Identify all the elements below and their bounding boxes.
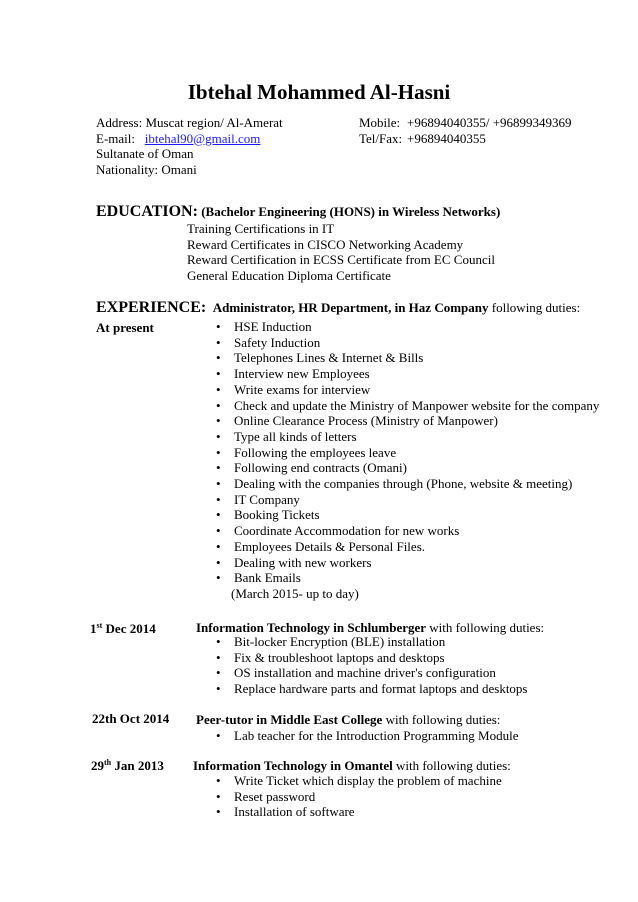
- duties-list-omantel: [216, 773, 502, 820]
- duties-list-schlumberger: [216, 634, 527, 697]
- candidate-name: Ibtehal Mohammed Al-Hasni: [187, 80, 451, 104]
- duty-item: • OS installation and machine driver's configuration: [216, 665, 527, 681]
- job-title-mec: Peer-tutor in Middle East College with following duties:: [196, 712, 501, 727]
- duty-item: • Check and update the Ministry of Manpower website for the company: [216, 398, 599, 414]
- job-title-schlumberger: Information Technology in Schlumberger with following duties:: [196, 620, 545, 635]
- duty-item: • Write Ticket which display the problem of machine: [216, 773, 502, 789]
- duty-item: • Telephones Lines & Internet & Bills: [216, 350, 599, 366]
- education-item: General Education Diploma Certificate: [187, 267, 391, 283]
- contact-left: [96, 115, 283, 177]
- education-heading: EDUCATION:: [96, 203, 198, 220]
- address-value: Muscat region/ Al-Amerat: [145, 115, 283, 130]
- duty-item: • Lab teacher for the Introduction Programming Module: [216, 728, 518, 744]
- duty-item: • Bank Emails: [216, 570, 599, 586]
- current-job-title: Administrator, HR Department, in Haz Company: [212, 300, 489, 315]
- current-duties-list: [216, 319, 599, 586]
- mobile-line: [359, 115, 572, 131]
- experience-header: [96, 299, 580, 317]
- duty-item: • Installation of software: [216, 804, 502, 820]
- telfax-value: +96894040355: [407, 130, 486, 146]
- email-label: E-mail:: [96, 130, 135, 146]
- duty-item: • Booking Tickets: [216, 507, 599, 523]
- job-date-schlumberger: 1st Dec 2014: [90, 621, 156, 636]
- duty-item: • Replace hardware parts and format laptops and desktops: [216, 681, 527, 697]
- country: Sultanate of Oman: [96, 146, 194, 161]
- job-date-omantel: 29th Jan 2013: [91, 758, 164, 773]
- duty-item: • Following the employees leave: [216, 445, 599, 461]
- duty-item: • Safety Induction: [216, 335, 599, 351]
- education-degree: (Bachelor Engineering (HONS) in Wireless Networks): [201, 204, 501, 219]
- duty-item: • Following end contracts (Omani): [216, 460, 599, 476]
- duties-list-mec: [216, 728, 518, 744]
- duty-item: • Dealing with new workers: [216, 555, 599, 571]
- telfax-line: [359, 131, 572, 147]
- duty-item: • Fix & troubleshoot laptops and desktops: [216, 650, 527, 666]
- address-line: [96, 115, 283, 131]
- current-job-date: At present: [96, 320, 154, 335]
- education-item: Reward Certificates in CISCO Networking Academy: [187, 236, 464, 252]
- duty-item: • Interview new Employees: [216, 366, 599, 382]
- duty-item: • Type all kinds of letters: [216, 429, 599, 445]
- education-header: [96, 203, 500, 221]
- duty-item: • Dealing with the companies through (Phone, website & meeting): [216, 476, 599, 492]
- education-item: Reward Certification in ECSS Certificate from EC Council: [187, 252, 495, 267]
- mobile-value: +96894040355/ +96899349369: [407, 115, 572, 130]
- mobile-label: Mobile:: [359, 115, 401, 130]
- current-job-suffix: following duties:: [491, 300, 581, 315]
- duty-item: • HSE Induction: [216, 319, 599, 335]
- job-date-mec: 22th Oct 2014: [92, 711, 170, 726]
- job-title-omantel: Information Technology in Omantel with following duties:: [193, 758, 511, 773]
- address-label: Address:: [96, 115, 143, 130]
- duty-item: • Bit-locker Encryption (BLE) installation: [216, 634, 527, 650]
- duty-item: • Employees Details & Personal Files.: [216, 539, 599, 555]
- duty-item: • Online Clearance Process (Ministry of Manpower): [216, 413, 599, 429]
- duty-item: • IT Company: [216, 492, 599, 508]
- nationality: Nationality: Omani: [96, 161, 197, 177]
- email-link[interactable]: ibtehal90@gmail.com: [144, 130, 261, 146]
- telfax-label: Tel/Fax:: [359, 130, 403, 146]
- current-job-period: (March 2015- up to day): [231, 586, 359, 601]
- duty-item: • Write exams for interview: [216, 382, 599, 398]
- education-list: [187, 221, 495, 283]
- experience-heading: EXPERIENCE:: [96, 299, 207, 316]
- education-item: Training Certifications in IT: [187, 221, 335, 236]
- duty-item: • Reset password: [216, 789, 502, 805]
- duty-item: • Coordinate Accommodation for new works: [216, 523, 599, 539]
- contact-right: [359, 115, 572, 146]
- email-line: [96, 131, 283, 147]
